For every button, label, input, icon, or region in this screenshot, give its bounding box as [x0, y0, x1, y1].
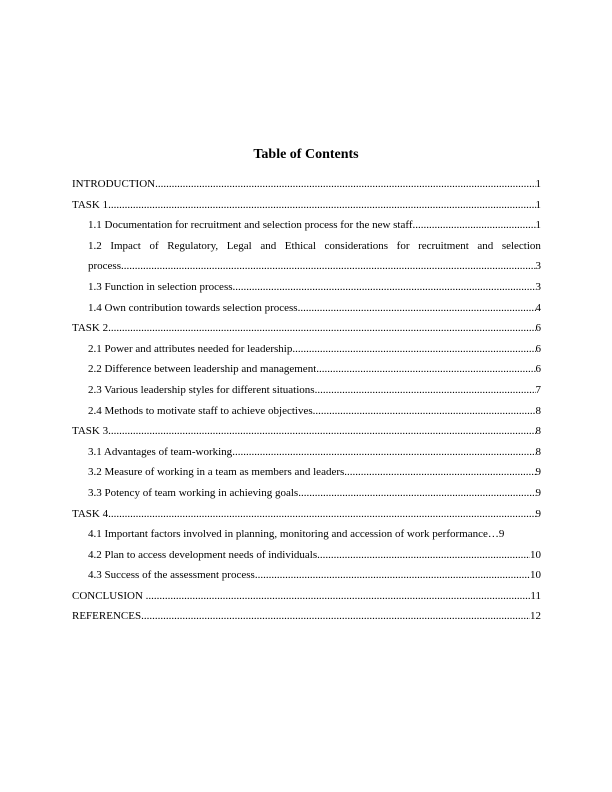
toc-entry-word: Regulatory,: [167, 239, 219, 252]
toc-page-number: 9: [535, 466, 541, 479]
toc-leader-dots: [316, 359, 535, 380]
toc-leader-dots: [108, 318, 535, 339]
toc-leader-dots: [292, 339, 535, 360]
toc-entry-text: 1.3 Function in selection process: [88, 280, 233, 293]
toc-entry-word: and: [260, 239, 277, 252]
toc-entry-introduction[interactable]: [72, 174, 541, 195]
toc-entry-1-1[interactable]: [72, 215, 541, 236]
toc-entry-4-1[interactable]: [72, 524, 541, 545]
toc-entry-text: CONCLUSION: [72, 589, 146, 602]
toc-page-number: 11: [530, 589, 541, 602]
toc-entry-word: Ethical: [284, 239, 316, 252]
toc-entry-task-3[interactable]: [72, 421, 541, 442]
toc-page-number: 1: [535, 219, 541, 232]
toc-page-number: 7: [535, 383, 541, 396]
toc-entry-text: process: [88, 260, 121, 273]
toc-entry-word: of: [149, 239, 159, 252]
toc-page-number: 9: [498, 528, 505, 541]
toc-entry-4-3[interactable]: [72, 565, 541, 586]
toc-page-number: 10: [530, 548, 541, 561]
toc-entry-1-2-line-1[interactable]: [72, 236, 541, 257]
toc-entry-task-1[interactable]: [72, 195, 541, 216]
toc-entry-word: considerations: [324, 239, 389, 252]
toc-page-number: 8: [535, 404, 541, 417]
toc-entry-word: and: [477, 239, 494, 252]
toc-page-number: 3: [535, 260, 541, 273]
toc-entry-text: TASK 4: [72, 507, 109, 520]
toc-entry-text: REFERENCES: [72, 610, 142, 623]
toc-leader-dots: [232, 442, 535, 463]
toc-leader-dots: [121, 256, 536, 277]
toc-entry-references[interactable]: [72, 606, 541, 627]
toc-entry-text: 4.3 Success of the assessment process: [88, 569, 255, 582]
toc-entry-2-1[interactable]: [72, 339, 541, 360]
toc-entry-text: 4.1 Important factors involved in planning, monitoring and accession of work performance…: [88, 528, 499, 541]
toc-entry-task-4[interactable]: [72, 504, 541, 525]
toc-page-number: 12: [530, 610, 541, 623]
toc-page-number: 6: [535, 322, 541, 335]
toc-entry-3-3[interactable]: [72, 483, 541, 504]
toc-entry-1-3[interactable]: [72, 277, 541, 298]
toc-entry-text: 1.4 Own contribution towards selection process: [88, 301, 298, 314]
toc-leader-dots: [233, 277, 536, 298]
toc-entry-2-3[interactable]: [72, 380, 541, 401]
toc-entry-word: for: [396, 239, 410, 252]
toc-entry-word: recruitment: [418, 239, 469, 252]
toc-leader-dots: [141, 606, 530, 627]
toc-leader-dots: [315, 380, 536, 401]
toc-entry-text: 1.1 Documentation for recruitment and selection process for the new staff: [88, 219, 413, 232]
toc-page-number: 6: [535, 342, 541, 355]
toc-entry-text: 2.1 Power and attributes needed for leadership: [88, 342, 293, 355]
toc-entry-text: 2.4 Methods to motivate staff to achieve objectives: [88, 404, 313, 417]
toc-entry-text: INTRODUCTION: [72, 178, 156, 190]
toc-leader-dots: [108, 504, 535, 525]
toc-title: Table of Contents: [253, 147, 359, 162]
toc-entry-text: 3.3 Potency of team working in achieving goals: [88, 486, 299, 499]
toc-entry-text: TASK 1: [72, 198, 109, 211]
toc-entry-2-4[interactable]: [72, 401, 541, 422]
toc-entry-text: 3.2 Measure of working in a team as members and leaders: [88, 466, 345, 479]
toc-entry-3-2[interactable]: [72, 462, 541, 483]
toc-leader-dots: [108, 195, 535, 216]
toc-page-number: 1: [535, 178, 541, 190]
toc-entry-1-2[interactable]: [72, 256, 541, 277]
toc-leader-dots: [255, 565, 530, 586]
toc-entry-1-4[interactable]: [72, 298, 541, 319]
toc-entry-text: 4.2 Plan to access development needs of individuals: [88, 548, 318, 561]
toc-entry-task-2[interactable]: [72, 318, 541, 339]
toc-leader-dots: [413, 215, 536, 236]
toc-entry-text: TASK 2: [72, 322, 109, 335]
toc-entry-word: 1.2: [88, 239, 102, 252]
toc-entry-text: 3.1 Advantages of team-working: [88, 445, 233, 458]
toc-entry-3-1[interactable]: [72, 442, 541, 463]
toc-entry-text: 2.3 Various leadership styles for different situations: [88, 383, 315, 396]
toc-leader-dots: [344, 462, 535, 483]
toc-entry-2-2[interactable]: [72, 359, 541, 380]
toc-entry-4-2[interactable]: [72, 545, 541, 566]
toc-entry-word: selection: [501, 239, 541, 252]
toc-entry-word: Legal: [226, 239, 252, 252]
toc-leader-dots: [155, 174, 535, 195]
toc-entry-text: TASK 3: [72, 425, 109, 438]
toc-entry-text: 2.2 Difference between leadership and management: [88, 363, 317, 376]
toc-leader-dots: [313, 401, 536, 422]
toc-page-number: 4: [535, 301, 541, 314]
toc-leader-dots: [146, 586, 531, 607]
toc-entry-word: Impact: [110, 239, 141, 252]
toc-leader-dots: [108, 421, 535, 442]
toc-list: [72, 174, 541, 627]
toc-leader-dots: [298, 483, 535, 504]
toc-page-number: 9: [535, 507, 541, 520]
toc-entry-conclusion[interactable]: [72, 586, 541, 607]
toc-page-number: 8: [535, 445, 541, 458]
toc-page-number: 6: [535, 363, 541, 376]
toc-page-number: 1: [535, 198, 541, 211]
toc-leader-dots: [298, 298, 536, 319]
toc-leader-dots: [317, 545, 530, 566]
toc-page-number: 10: [530, 569, 541, 582]
toc-page-number: 8: [535, 425, 541, 438]
toc-page-number: 3: [535, 280, 541, 293]
toc-page-number: 9: [535, 486, 541, 499]
